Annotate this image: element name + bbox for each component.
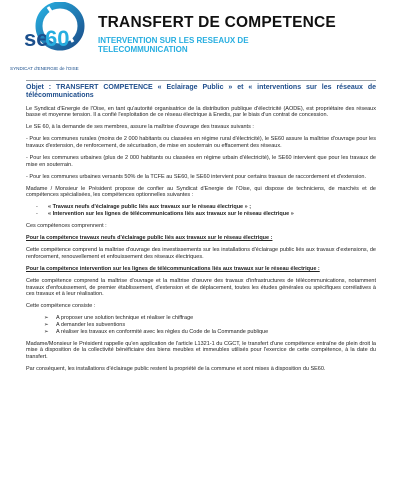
document-subtitle: INTERVENTION SUR LES RESEAUX DE TELECOMMUNICATION: [98, 36, 249, 54]
svg-text:60: 60: [45, 26, 70, 51]
paragraph-comprennent: Ces compétences comprennent :: [26, 223, 107, 230]
paragraph-eclairage: Cette compétence comprend la maîtrise d'ouvrage des investissements sur les installations d'éclairage public liés aux travaux d'extensions, de renforcement, renouvellement et enfouissement des réseaux électriques.: [26, 247, 376, 260]
list-item: ➢ A demander les subventions: [56, 322, 376, 329]
list-item: ➢ A réaliser les travaux en conformité avec les règles du Code de la Commande publique: [56, 329, 376, 336]
paragraph-article: Madame/Monsieur le Président rappelle qu'en application de l'article L1321-1 du CGCT, le transfert d'une compétence entraîne de plein droit la mise à disposition de la collectivité bénéficiaire des biens meubles et immeubles utilisés pour l'exercice de cette compétence, à la date du transfert.: [26, 340, 376, 360]
list-item: - « Intervention sur les lignes de télécommunications liés aux travaux sur le réseau électrique »: [48, 211, 376, 218]
paragraph-intro: Le Syndicat d'Energie de l'Oise, en tant qu'autorité organisatrice de la distribution publique d'électricité (AODE), est propriétaire des réseaux basse et moyenne tension. Il a confié l'exploitation de ce réseau électrique à Enedis, par le biais d'un contrat de concession.: [26, 105, 376, 119]
list-item: ➢ A proposer une solution technique et réaliser le chiffrage: [56, 315, 376, 322]
header-divider: [26, 80, 376, 81]
paragraph-maitrise: Le SE 60, à la demande de ses membres, assure la maîtrise d'ouvrage des travaux suivants :: [26, 124, 254, 131]
document-header: [0, 0, 400, 80]
consiste-list: [26, 315, 376, 335]
section-heading-telecom: Pour la compétence intervention sur les lignes de télécommunications liés aux travaux sur le réseau électrique :: [26, 266, 320, 272]
svg-text:se: se: [24, 26, 49, 51]
objet-line: Objet : TRANSFERT COMPETENCE « Eclairage Public » et « interventions sur les réseaux de télécommunications: [26, 84, 376, 99]
paragraph-urbaines: - Pour les communes urbaines (plus de 2 000 habitants ou classées en régime urbain d'électricité), le SE60 intervient que pour les travaux de mise en souterrain.: [26, 154, 376, 168]
paragraph-consequence: Par conséquent, les installations d'éclairage public restent la propriété de la commune et sont mises à disposition du SE60.: [26, 366, 326, 373]
competences-list: [26, 204, 376, 217]
paragraph-urbaines-tcfe: - Pour les communes urbaines versants 50% de la TCFE au SE60, le SE60 intervient pour certains travaux de raccordement et d'extension.: [26, 173, 366, 180]
document-body: [26, 84, 376, 378]
list-item: - « Travaux neufs d'éclairage public liés aux travaux sur le réseau électrique » ;: [48, 204, 376, 211]
paragraph-telecom: Cette compétence comprend la maîtrise d'ouvrage et la maîtrise d'œuvre des travaux d'infrastructures de télécommunications, notamment travaux d'enfouissement, de premier établissement, d'extension et de déplacement, toutes les études générales ou spécifiques corrélatives à ces travaux et à leur réalisation.: [26, 278, 376, 298]
logo-tagline: SYNDICAT d'ENERGIE de l'OISE: [10, 66, 79, 71]
se60-logo: [4, 2, 88, 78]
paragraph-rurales: - Pour les communes rurales (moins de 2 000 habitants ou classées en régime rural d'électricité), le SE60 assure la maîtrise d'ouvrage pour les travaux d'extension, de renforcement, de sécurisation, de mise en souterrain ou effacement des réseaux.: [26, 136, 376, 149]
document-title: TRANSFERT DE COMPETENCE: [98, 14, 336, 31]
paragraph-consiste: Cette compétence consiste :: [26, 303, 96, 310]
paragraph-proposition: Madame / Monsieur le Président propose de confier au Syndicat d'Energie de l'Oise, qui dispose de techniciens, de marchés et de compétences spécialisées, les compétences optionnelles suivantes :: [26, 185, 376, 199]
section-heading-eclairage: Pour la compétence travaux neufs d'éclairage public liés aux travaux sur le réseau électrique :: [26, 235, 273, 242]
